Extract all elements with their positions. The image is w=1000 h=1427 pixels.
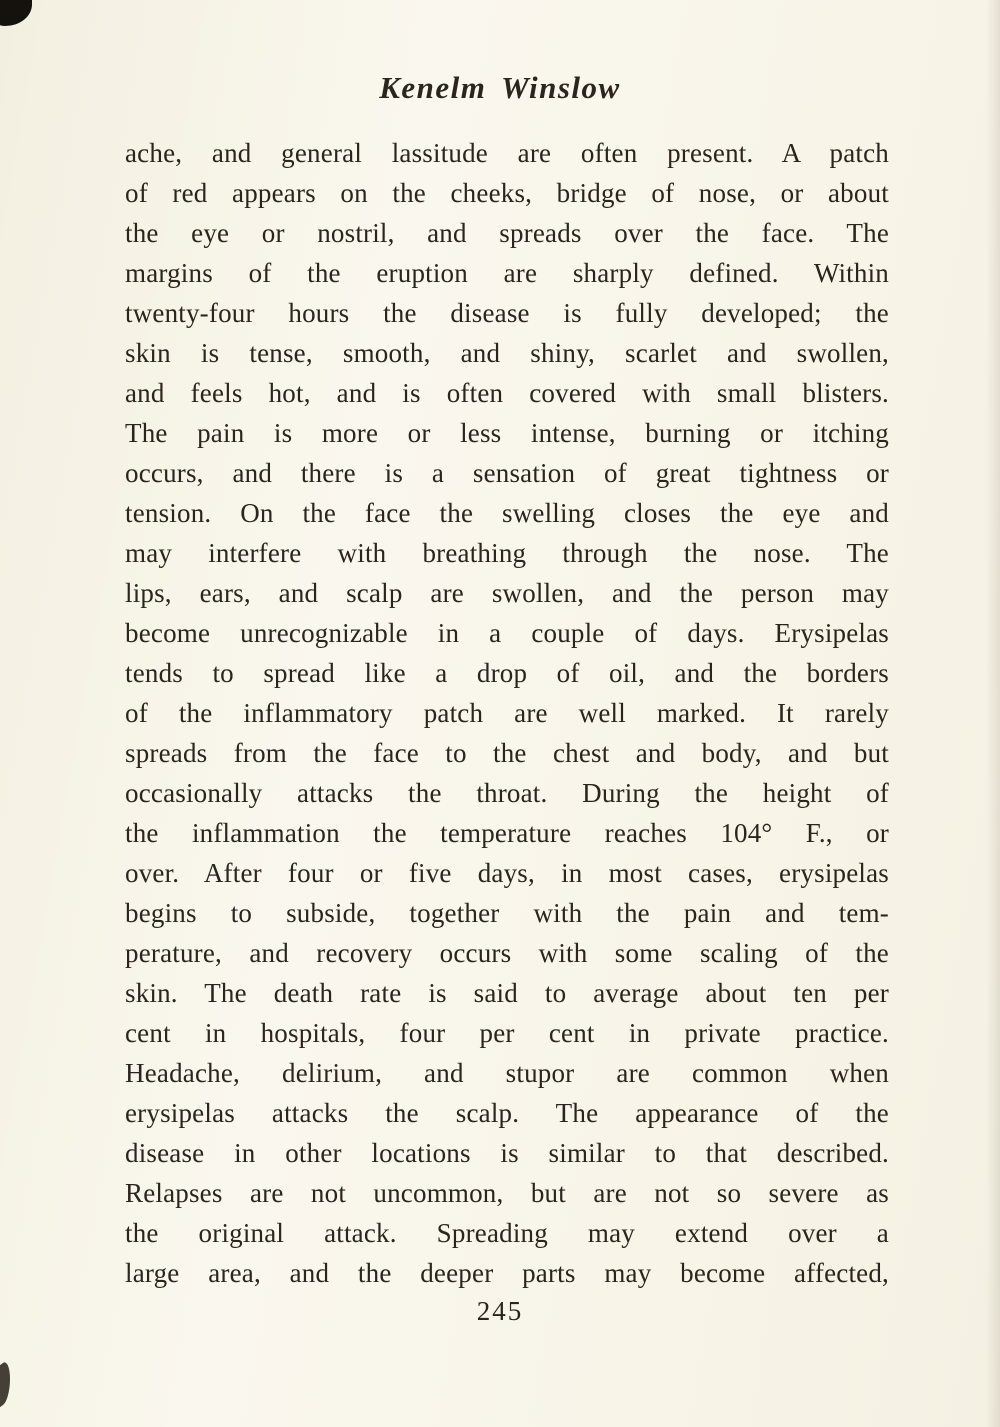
text-line: cent in hospitals, four per cent in private practice. <box>125 1018 889 1048</box>
text-line: begins to subside, together with the pain and tem- <box>125 898 889 928</box>
text-line: ache, and general lassitude are often present. A patch <box>125 138 889 168</box>
page-edge-shadow <box>986 0 1000 1427</box>
text-line: and feels hot, and is often covered with small blisters. <box>125 378 889 408</box>
text-line: tends to spread like a drop of oil, and the borders <box>125 658 889 688</box>
text-line: of red appears on the cheeks, bridge of nose, or about <box>125 178 889 208</box>
text-line: spreads from the face to the chest and body, and but <box>125 738 889 768</box>
text-line: of the inflammatory patch are well marked. It rarely <box>125 698 889 728</box>
text-line: the original attack. Spreading may extend over a <box>125 1218 889 1248</box>
text-line: Headache, delirium, and stupor are common when <box>125 1058 889 1088</box>
text-line: Relapses are not uncommon, but are not so severe as <box>125 1178 889 1208</box>
text-line: twenty-four hours the disease is fully developed; the <box>125 298 889 328</box>
text-line: occurs, and there is a sensation of great tightness or <box>125 458 889 488</box>
page-number: 245 <box>476 1296 524 1326</box>
text-line: over. After four or five days, in most cases, erysipelas <box>125 858 889 888</box>
text-line: the eye or nostril, and spreads over the face. The <box>125 218 889 248</box>
scan-artifact-bottom-left <box>0 1358 10 1410</box>
text-line: margins of the eruption are sharply defined. Within <box>125 258 889 288</box>
text-line: lips, ears, and scalp are swollen, and the person may <box>125 578 889 608</box>
text-line: The pain is more or less intense, burning or itching <box>125 418 889 448</box>
text-line: the inflammation the temperature reaches 104° F., or <box>125 818 889 848</box>
text-line: skin. The death rate is said to average about ten per <box>125 978 889 1008</box>
text-line: become unrecognizable in a couple of days. Erysipelas <box>125 618 889 648</box>
text-line: disease in other locations is similar to that described. <box>125 1138 889 1168</box>
text-line: erysipelas attacks the scalp. The appearance of the <box>125 1098 889 1128</box>
text-line: occasionally attacks the throat. During the height of <box>125 778 889 808</box>
running-head: Kenelm Winslow <box>379 70 621 105</box>
text-line: large area, and the deeper parts may become affected, <box>125 1258 889 1288</box>
body-text <box>125 133 889 1293</box>
text-line: tension. On the face the swelling closes the eye and <box>125 498 889 528</box>
text-line: perature, and recovery occurs with some scaling of the <box>125 938 889 968</box>
scan-artifact-top-left <box>0 0 32 26</box>
text-line: skin is tense, smooth, and shiny, scarlet and swollen, <box>125 338 889 368</box>
text-line: may interfere with breathing through the nose. The <box>125 538 889 568</box>
